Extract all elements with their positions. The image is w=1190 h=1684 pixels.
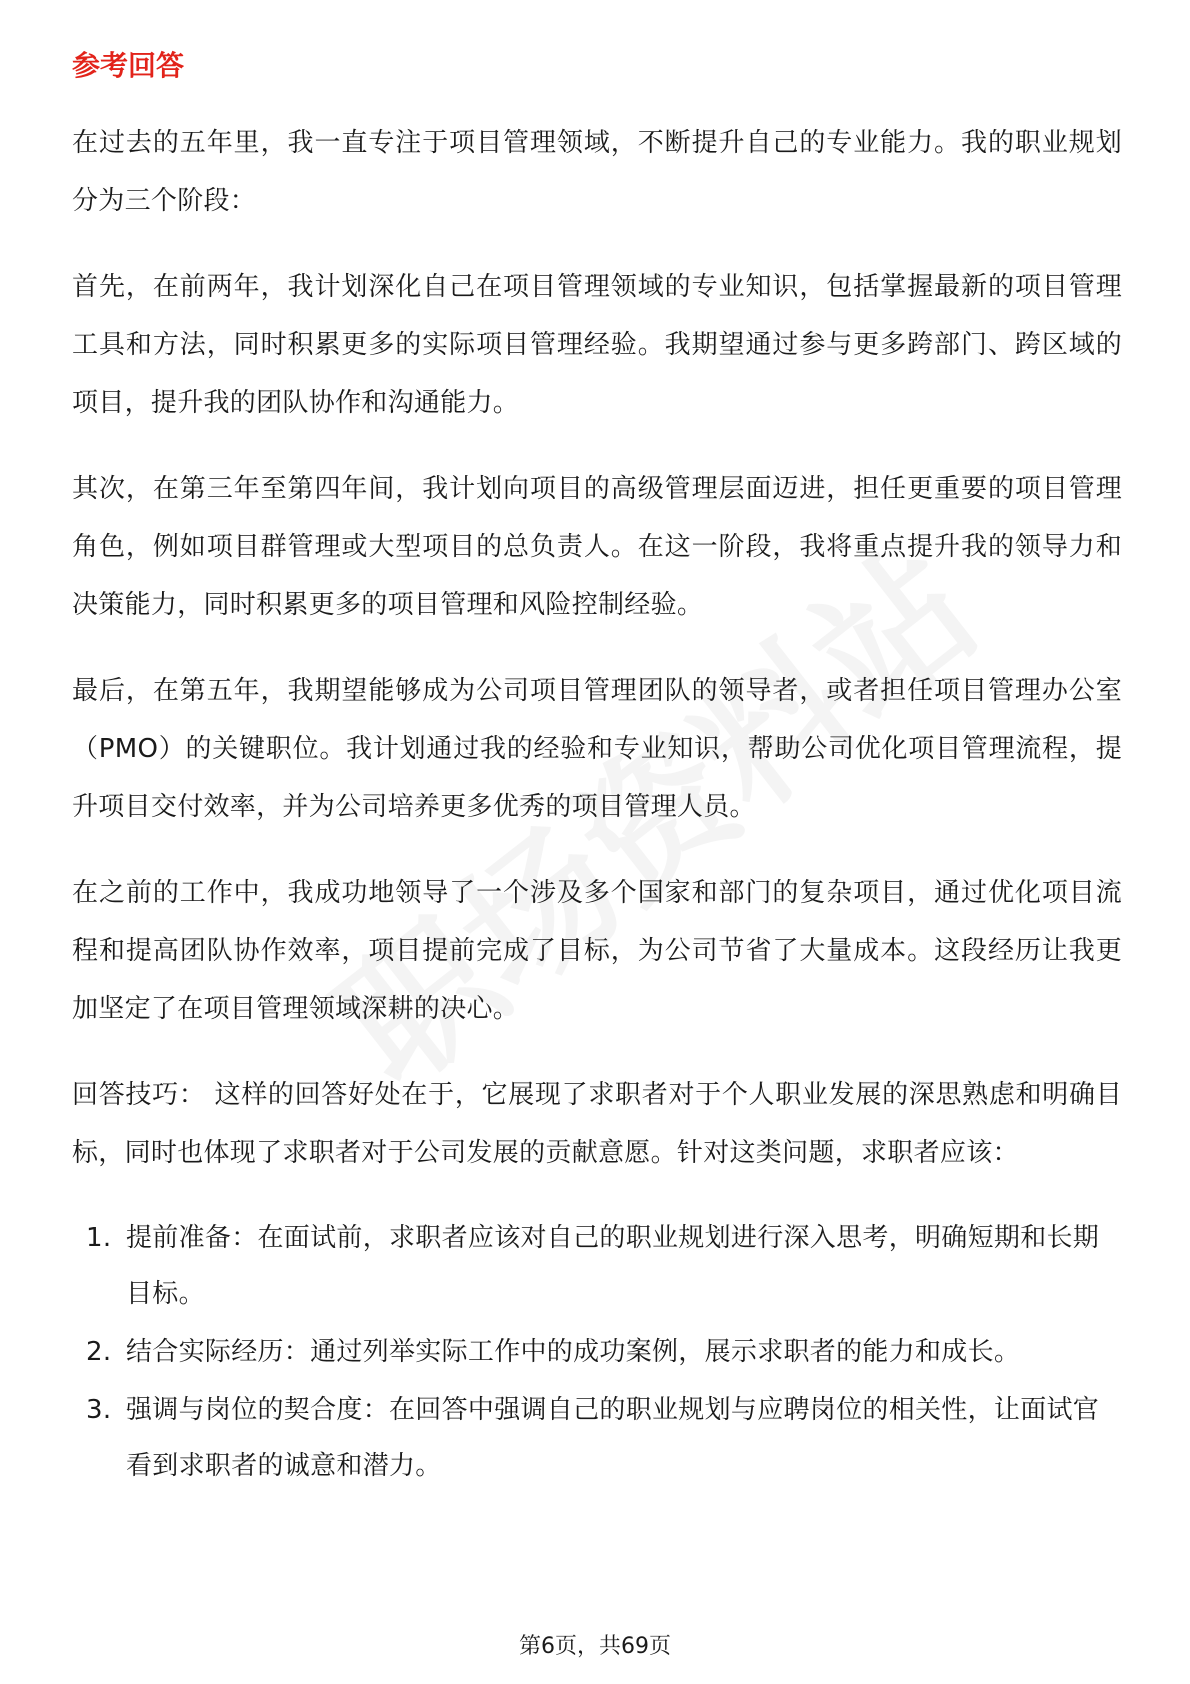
list-item <box>72 1324 1122 1380</box>
list-item-text: 结合实际经历：通过列举实际工作中的成功案例，展示求职者的能力和成长。 <box>126 1337 1021 1367</box>
section-heading: 参考回答 <box>72 49 185 82</box>
list-item-number: 1. <box>86 1223 112 1253</box>
list-item-number: 3. <box>86 1395 112 1425</box>
paragraph-tips-intro: 回答技巧： 这样的回答好处在于，它展现了求职者对于个人职业发展的深思熟虑和明确目标，同时也体现了求职者对于公司发展的贡献意愿。针对这类问题，求职者应该： <box>72 1080 1122 1168</box>
paragraph-intro: 在过去的五年里，我一直专注于项目管理领域，不断提升自己的专业能力。我的职业规划分为三个阶段： <box>72 128 1122 216</box>
list-item <box>72 1210 1122 1322</box>
paragraph-stage-one: 首先，在前两年，我计划深化自己在项目管理领域的专业知识，包括掌握最新的项目管理工具和方法，同时积累更多的实际项目管理经验。我期望通过参与更多跨部门、跨区域的项目，提升我的团队协作和沟通能力。 <box>72 272 1122 418</box>
list-item <box>72 1382 1122 1494</box>
list-item-number: 2. <box>86 1337 112 1367</box>
list-item-text: 强调与岗位的契合度：在回答中强调自己的职业规划与应聘岗位的相关性，让面试官看到求职者的诚意和潜力。 <box>126 1395 1100 1481</box>
paragraph-experience: 在之前的工作中，我成功地领导了一个涉及多个国家和部门的复杂项目，通过优化项目流程和提高团队协作效率，项目提前完成了目标，为公司节省了大量成本。这段经历让我更加坚定了在项目管理领域深耕的决心。 <box>72 878 1122 1024</box>
tips-list <box>72 1210 1122 1494</box>
paragraph-stage-two: 其次，在第三年至第四年间，我计划向项目的高级管理层面迈进，担任更重要的项目管理角色，例如项目群管理或大型项目的总负责人。在这一阶段，我将重点提升我的领导力和决策能力，同时积累更多的项目管理和风险控制经验。 <box>72 474 1122 620</box>
list-item-text: 提前准备：在面试前，求职者应该对自己的职业规划进行深入思考，明确短期和长期目标。 <box>126 1223 1100 1309</box>
document-body <box>72 46 1122 1496</box>
page-number: 第6页，共69页 <box>519 1634 671 1659</box>
paragraph-stage-three: 最后，在第五年，我期望能够成为公司项目管理团队的领导者，或者担任项目管理办公室（PMO）的关键职位。我计划通过我的经验和专业知识，帮助公司优化项目管理流程，提升项目交付效率，并为公司培养更多优秀的项目管理人员。 <box>72 676 1122 822</box>
